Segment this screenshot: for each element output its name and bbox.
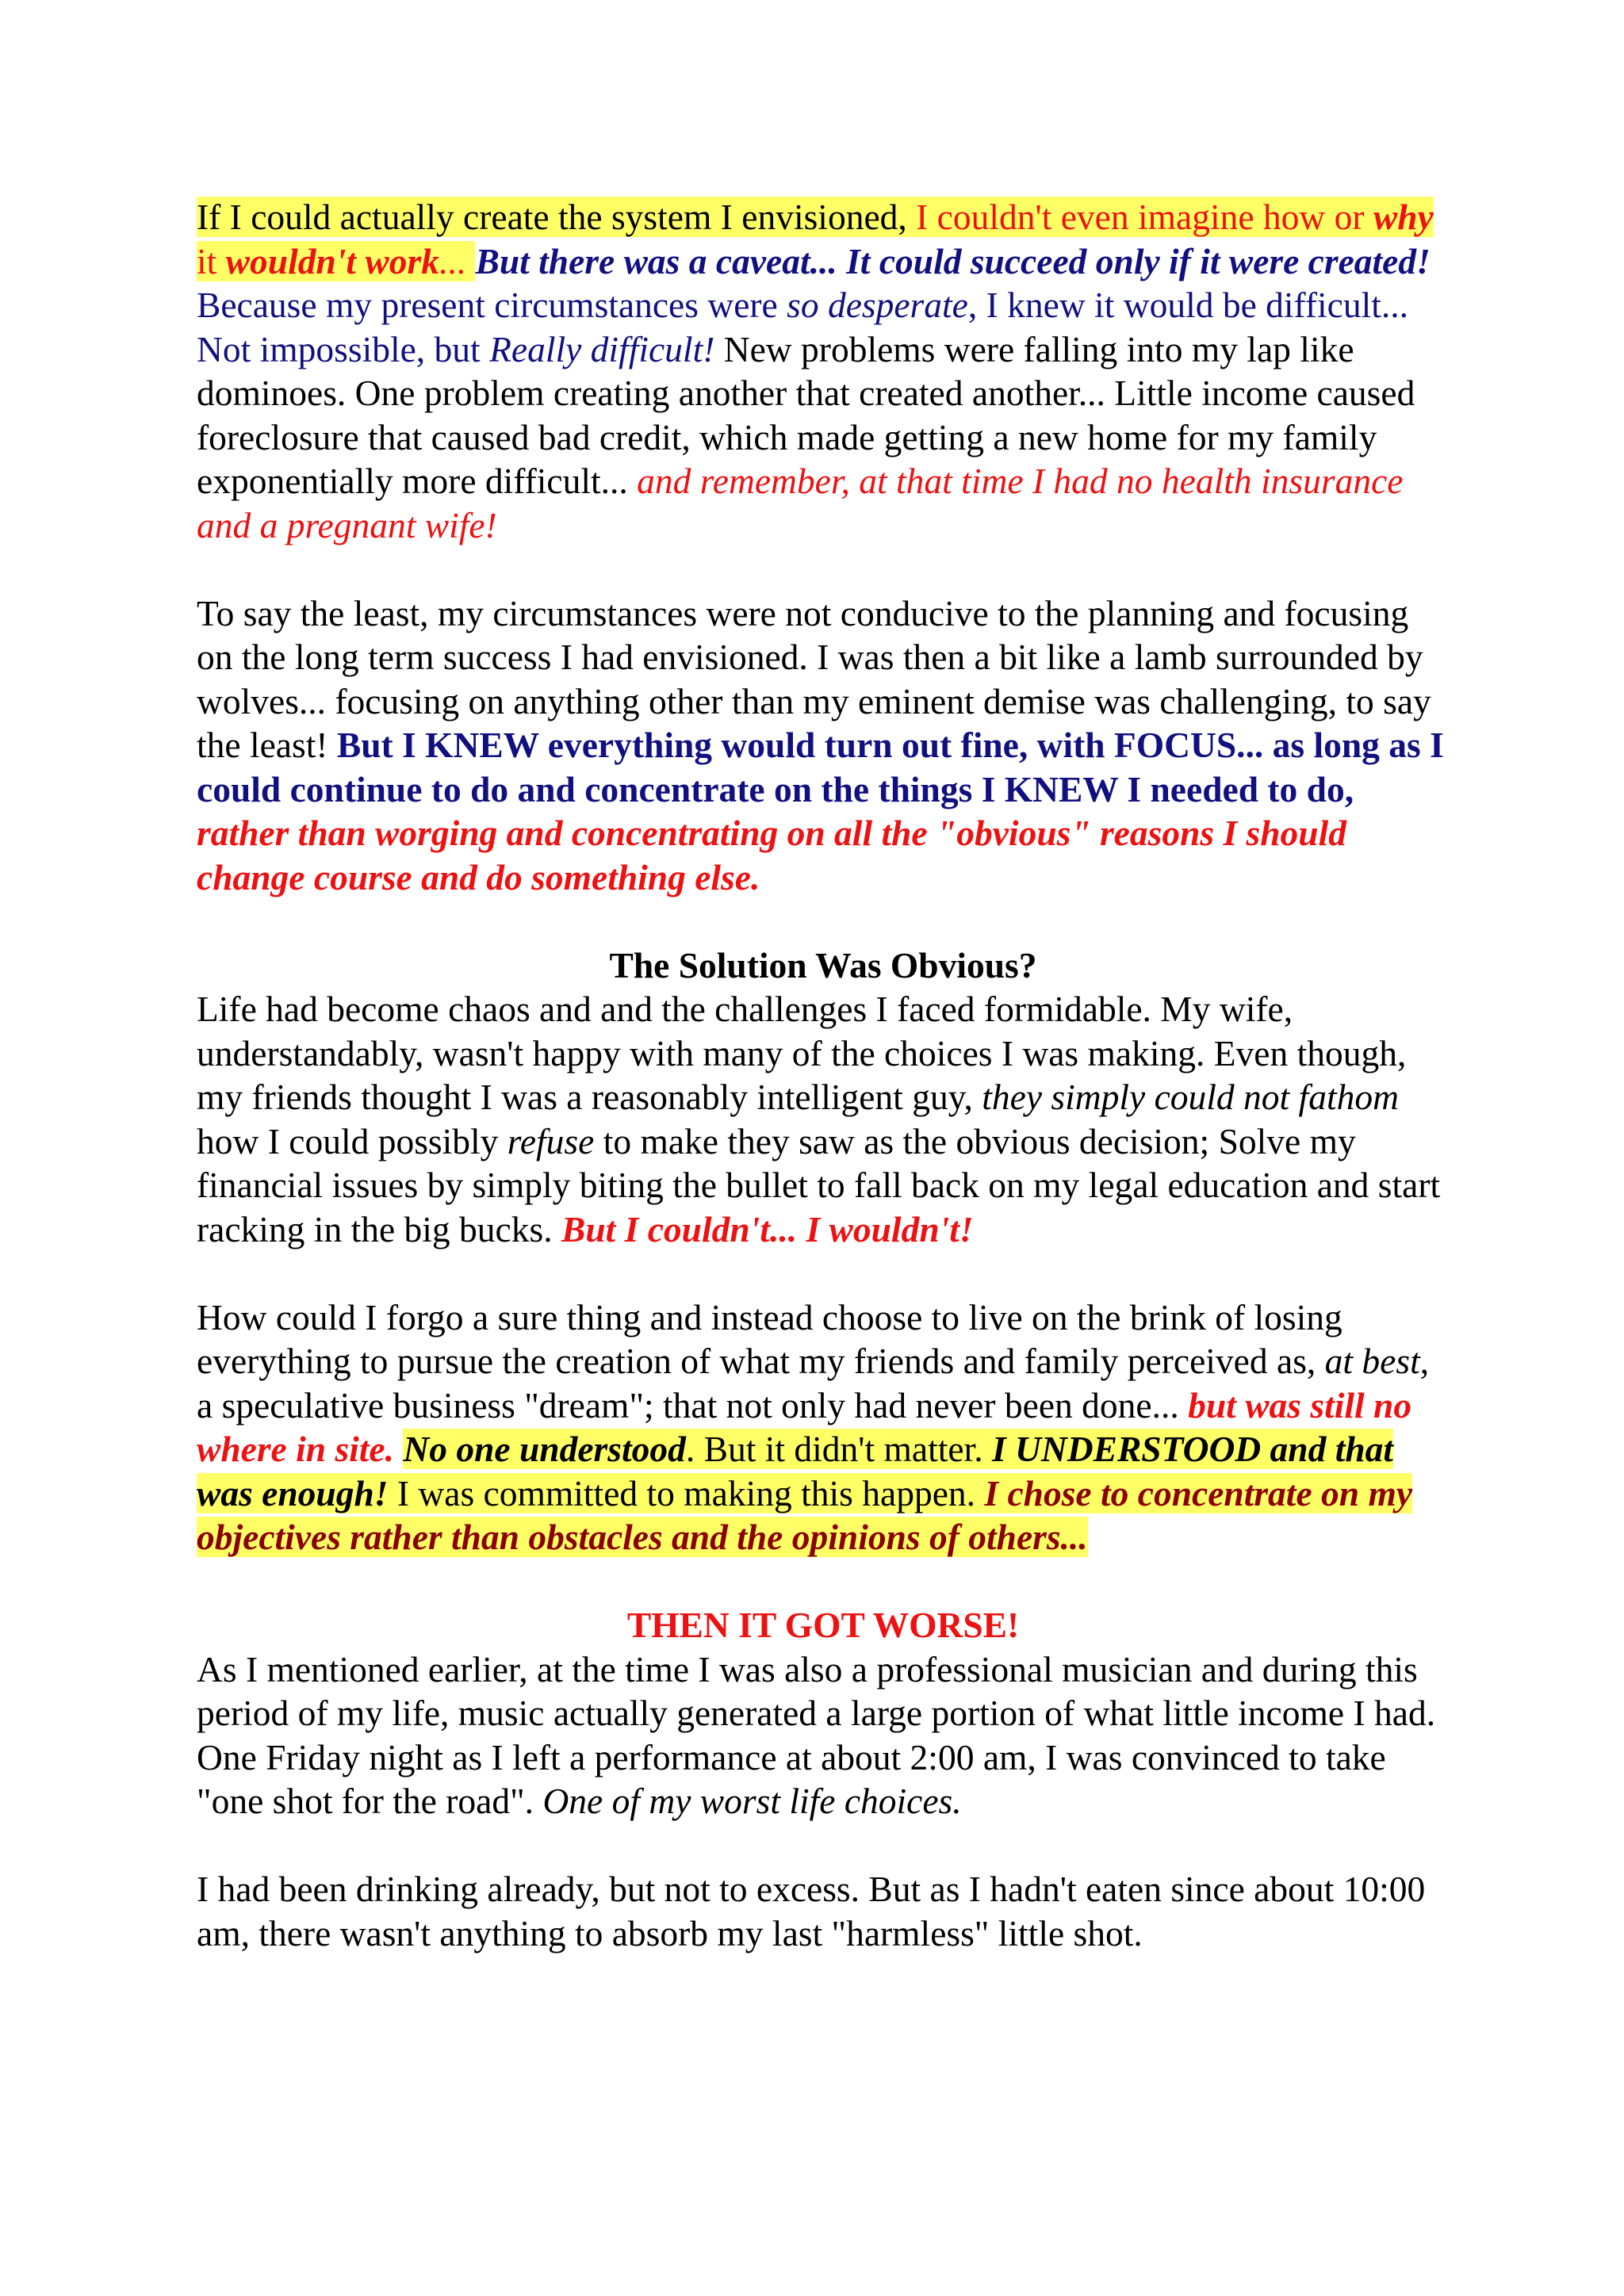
red-text-run: I couldn't even imagine how bbox=[916, 197, 1326, 237]
dark-red-bold-italic-run: I chose to concentrate on my objectives rather than obstacles and the opinions of others... bbox=[197, 1472, 1413, 1557]
red-bold-italic-run: wouldn't work bbox=[225, 240, 439, 281]
red-italic-run: and remember, at that time I had no health insurance and a pregnant wife! bbox=[197, 461, 1404, 545]
italic-run: One of my worst life choices. bbox=[542, 1781, 962, 1821]
text-run: If I could actually create the system I envisioned, bbox=[197, 197, 907, 237]
red-italic-run: ... bbox=[439, 240, 467, 281]
paragraph-spacer bbox=[197, 1559, 1450, 1604]
italic-run: they simply could not fathom bbox=[982, 1077, 1399, 1117]
text-run: As I mentioned earlier, at the time I was also a professional musician and during this period of my life, music actually generated a large portion of what little income I had. One Friday night as I left a performance at about 2:00 am, I was convinced to take "one shot for the road". bbox=[197, 1648, 1436, 1821]
paragraph-lamb-wolves bbox=[197, 591, 1450, 900]
red-text-run: it bbox=[197, 240, 217, 281]
bold-italic-run: No one understood bbox=[403, 1429, 686, 1469]
blue-text-run: , I knew it would be difficult... Not impossible, but bbox=[197, 285, 1409, 369]
text-run: Life had become chaos and and the challenges I faced formidable. My wife, understandably, wasn't happy with many of the choices I was making. Even though, my friends thought I was a reasonably intelligent guy, bbox=[197, 989, 1407, 1117]
paragraph-drinking bbox=[197, 1867, 1450, 1955]
blue-italic-run: so desperate bbox=[787, 285, 968, 325]
text-run: I had been drinking already, but not to excess. But as I hadn't eaten since about 10:00 am, there wasn't anything to absorb my last "harmless" little shot. bbox=[197, 1869, 1426, 1954]
text-run: I was committed to making this happen. bbox=[396, 1472, 976, 1513]
document-page bbox=[197, 195, 1450, 1955]
blue-bold-run: But I KNEW everything would turn out fine, with FOCUS... as long as I could continue to do and concentrate on the things I KNEW I needed to do, bbox=[197, 725, 1444, 809]
section-heading-solution-obvious: The Solution Was Obvious? bbox=[609, 944, 1037, 985]
text-run: To say the least, my circumstances were not conducive to the planning and focusing on the long term success I had envisioned. I was then a bit like a lamb surrounded by wolves... focusing on anything other than my eminent demise was challenging, to say the least! bbox=[197, 592, 1431, 765]
red-text-run: or bbox=[1334, 197, 1365, 237]
paragraph-spacer bbox=[197, 1823, 1450, 1868]
red-bold-italic-run: rather than worging and concentrating on all the "obvious" reasons I should change course and do something else. bbox=[197, 813, 1347, 897]
blue-italic-run: Really difficult! bbox=[489, 328, 715, 369]
text-run: New problems were falling into my lap like dominoes. One problem creating another that created another... Little income caused foreclosure that caused bad credit, which made getting a new home for my family exponentially more difficult... bbox=[197, 328, 1415, 501]
italic-run: refuse bbox=[507, 1120, 595, 1161]
text-run: . But it didn't matter. bbox=[685, 1429, 983, 1469]
paragraph-sure-thing bbox=[197, 1295, 1450, 1559]
bold-italic-run: I UNDERSTOOD and that was enough! bbox=[197, 1429, 1394, 1513]
paragraph-musician bbox=[197, 1647, 1450, 1823]
paragraph-spacer bbox=[197, 547, 1450, 591]
paragraph-desperate-circumstances bbox=[197, 283, 1450, 547]
blue-bold-italic-run: But there was a caveat... It could succeed only if it were created! bbox=[475, 240, 1431, 281]
section-heading-got-worse: THEN IT GOT WORSE! bbox=[626, 1605, 1020, 1645]
red-bold-italic-run: But I couldn't... I wouldn't! bbox=[561, 1208, 974, 1249]
paragraph-system-envisioned bbox=[197, 195, 1450, 283]
red-bold-italic-run: why bbox=[1373, 197, 1434, 237]
text-run: How could I forgo a sure thing and instead choose to live on the brink of losing everything to pursue the creation of what my friends and family perceived as, bbox=[197, 1296, 1342, 1381]
text-run: how I could possibly bbox=[197, 1120, 499, 1161]
paragraph-life-chaos bbox=[197, 987, 1450, 1251]
blue-text-run: Because my present circumstances were bbox=[197, 285, 778, 325]
paragraph-spacer bbox=[197, 899, 1450, 943]
italic-run: at best bbox=[1324, 1341, 1420, 1381]
text-run: to make they saw as the obvious decision; Solve my financial issues by simply biting the bullet to fall back on my legal education and start racking in the big bucks. bbox=[197, 1120, 1441, 1249]
paragraph-spacer bbox=[197, 1251, 1450, 1295]
red-bold-italic-run: but was still no where in site. bbox=[197, 1384, 1412, 1469]
text-run: , a speculative business "dream"; that not only had never been done... bbox=[197, 1341, 1430, 1425]
